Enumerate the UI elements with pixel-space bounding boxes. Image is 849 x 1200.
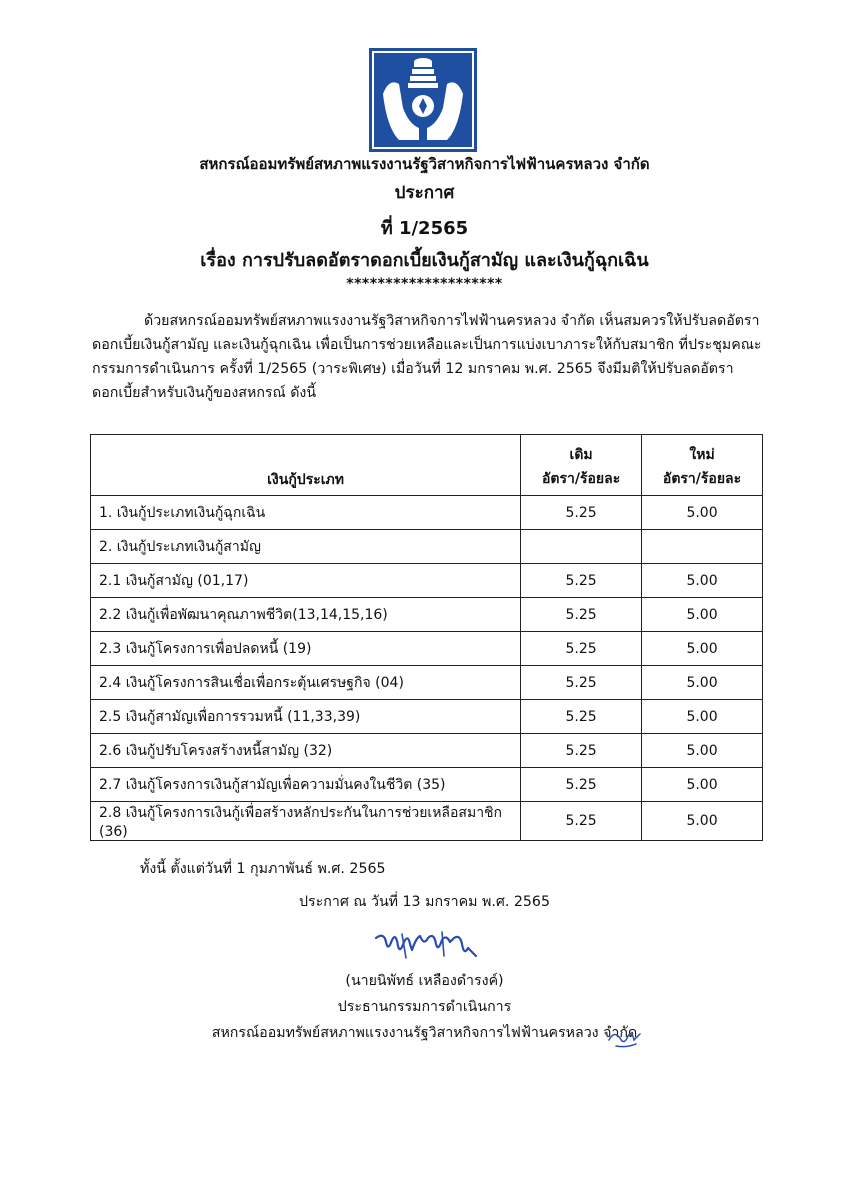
- table-row: [91, 802, 763, 841]
- new-rate-cell: 5.00: [642, 632, 763, 666]
- interest-rate-table: [90, 434, 763, 841]
- old-rate-cell: 5.25: [521, 666, 642, 700]
- announcement-heading: ประกาศ: [394, 183, 455, 203]
- old-rate-cell: 5.25: [521, 564, 642, 598]
- announcement-number: ที่ 1/2565: [380, 218, 469, 239]
- loan-type-cell: 2.5 เงินกู้สามัญเพื่อการรวมหนี้ (11,33,39): [91, 700, 521, 734]
- old-rate-cell: 5.25: [521, 768, 642, 802]
- loan-type-cell: 1. เงินกู้ประเภทเงินกู้ฉุกเฉิน: [91, 496, 521, 530]
- effective-date: ทั้งนี้ ตั้งแต่วันที่ 1 กุมภาพันธ์ พ.ศ. 2565: [140, 861, 386, 877]
- signer-name: (นายนิพัทธ์ เหลืองดำรงค์): [345, 973, 504, 989]
- loan-type-cell: 2.8 เงินกู้โครงการเงินกู้เพื่อสร้างหลักประกันในการช่วยเหลือสมาชิก (36): [91, 802, 521, 841]
- old-rate-header-top: เดิม: [569, 447, 593, 463]
- loan-type-cell: 2.4 เงินกู้โครงการสินเชื่อเพื่อกระตุ้นเศรษฐกิจ (04): [91, 666, 521, 700]
- table-header-row: [91, 435, 763, 496]
- table-row: [91, 734, 763, 768]
- new-rate-cell: 5.00: [642, 564, 763, 598]
- table-row: [91, 632, 763, 666]
- loan-type-cell: 2.7 เงินกู้โครงการเงินกู้สามัญเพื่อความมั่นคงในชีวิต (35): [91, 768, 521, 802]
- new-rate-cell: 5.00: [642, 768, 763, 802]
- announcement-subject: เรื่อง การปรับลดอัตราดอกเบี้ยเงินกู้สามัญ และเงินกู้ฉุกเฉิน: [200, 250, 649, 271]
- initials-mark: [606, 1026, 644, 1050]
- old-rate-cell: 5.25: [521, 496, 642, 530]
- old-rate-cell: 5.25: [521, 700, 642, 734]
- new-rate-header-bottom: อัตรา/ร้อยละ: [662, 471, 742, 487]
- loan-type-cell: 2.1 เงินกู้สามัญ (01,17): [91, 564, 521, 598]
- table-row: [91, 768, 763, 802]
- loan-type-header: เงินกู้ประเภท: [91, 435, 521, 496]
- table-row: [91, 564, 763, 598]
- new-rate-cell: 5.00: [642, 496, 763, 530]
- old-rate-cell: 5.25: [521, 632, 642, 666]
- body-paragraph: ด้วยสหกรณ์ออมทรัพย์สหภาพแรงงานรัฐวิสาหกิจการไฟฟ้านครหลวง จำกัด เห็นสมควรให้ปรับลดอัตราดอกเบี้ยเงินกู้สามัญ และเงินกู้ฉุกเฉิน เพื่อเป็นการช่วยเหลือและเป็นการแบ่งเบาภาระให้กับสมาชิก ที่ประชุมคณะกรรมการดำเนินการ ครั้งที่ 1/2565 (วาระพิเศษ) เมื่อวันที่ 12 มกราคม พ.ศ. 2565 จึงมีมติให้ปรับลดอัตราดอกเบี้ยสำหรับเงินกู้ของสหกรณ์ ดังนี้: [92, 313, 762, 401]
- new-rate-header-top: ใหม่: [689, 447, 715, 463]
- old-rate-header-bottom: อัตรา/ร้อยละ: [541, 471, 621, 487]
- new-rate-cell: 5.00: [642, 598, 763, 632]
- table-row: [91, 496, 763, 530]
- loan-type-cell: 2.6 เงินกู้ปรับโครงสร้างหนี้สามัญ (32): [91, 734, 521, 768]
- old-rate-cell: 5.25: [521, 802, 642, 841]
- table-row: [91, 598, 763, 632]
- old-rate-cell: 5.25: [521, 598, 642, 632]
- new-rate-cell: 5.00: [642, 734, 763, 768]
- star-divider: ********************: [346, 276, 503, 292]
- new-rate-header: [642, 435, 763, 496]
- loan-type-cell: 2. เงินกู้ประเภทเงินกู้สามัญ: [91, 530, 521, 564]
- loan-type-cell: 2.2 เงินกู้เพื่อพัฒนาคุณภาพชีวิต(13,14,15,16): [91, 598, 521, 632]
- handwritten-signature: [372, 928, 484, 962]
- old-rate-cell: [521, 530, 642, 564]
- new-rate-cell: [642, 530, 763, 564]
- new-rate-cell: 5.00: [642, 666, 763, 700]
- new-rate-cell: 5.00: [642, 802, 763, 841]
- table-row: [91, 530, 763, 564]
- footer-organization: สหกรณ์ออมทรัพย์สหภาพแรงงานรัฐวิสาหกิจการไฟฟ้านครหลวง จำกัด: [211, 1025, 638, 1041]
- announcement-date: ประกาศ ณ วันที่ 13 มกราคม พ.ศ. 2565: [299, 894, 550, 910]
- old-rate-cell: 5.25: [521, 734, 642, 768]
- table-row: [91, 666, 763, 700]
- loan-type-cell: 2.3 เงินกู้โครงการเพื่อปลดหนี้ (19): [91, 632, 521, 666]
- organization-name: สหกรณ์ออมทรัพย์สหภาพแรงงานรัฐวิสาหกิจการไฟฟ้านครหลวง จำกัด: [199, 155, 650, 173]
- cooperative-emblem-icon: [369, 48, 477, 152]
- signer-position: ประธานกรรมการดำเนินการ: [337, 999, 512, 1015]
- table-row: [91, 700, 763, 734]
- new-rate-cell: 5.00: [642, 700, 763, 734]
- old-rate-header: [521, 435, 642, 496]
